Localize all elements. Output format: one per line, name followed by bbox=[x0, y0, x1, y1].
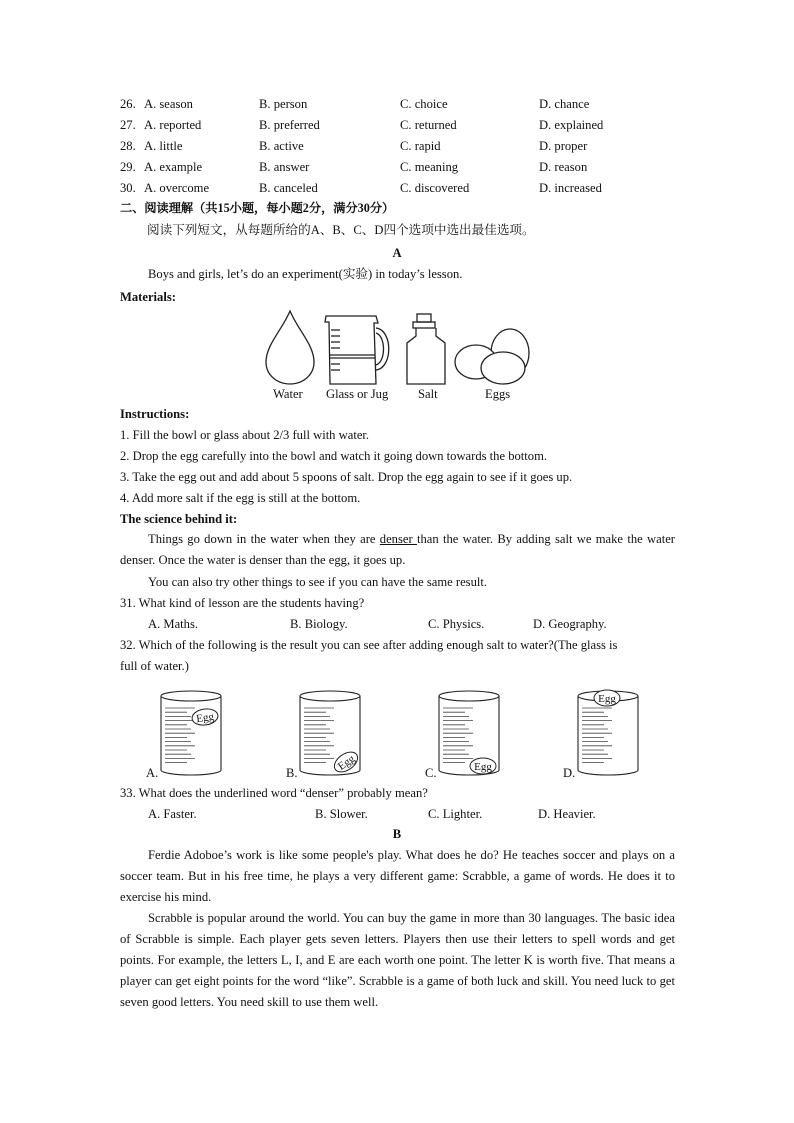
glass-base bbox=[300, 770, 360, 775]
passage-b-p1-text: Ferdie Adoboe’s work is like some people's play. What does he do? He teaches soccer and plays on a soccer team. But in his free time, he plays a very different game: Scrabble, a game of words. He does it to exercise his mind. bbox=[120, 848, 675, 904]
question-number: 30. bbox=[120, 181, 136, 195]
instruction-step: 3. Take the egg out and add about 5 spoons of salt. Drop the egg again to see if it goes up. bbox=[120, 470, 573, 484]
glass-rim bbox=[161, 691, 221, 701]
option-a: A. little bbox=[144, 139, 183, 153]
option-d: D. explained bbox=[539, 118, 604, 132]
q31-option-d: D. Geography. bbox=[533, 617, 607, 631]
glass-base bbox=[578, 770, 638, 775]
instruction-step: 4. Add more salt if the egg is still at the bottom. bbox=[120, 491, 361, 505]
egg-label: Egg bbox=[335, 752, 358, 773]
option-d: D. chance bbox=[539, 97, 590, 111]
passage-b-paragraph-1 bbox=[120, 845, 675, 908]
instructions-label: Instructions: bbox=[120, 407, 190, 421]
option-b: B. preferred bbox=[259, 118, 320, 132]
passage-a-letter: A bbox=[392, 246, 402, 260]
q31-option-c: C. Physics. bbox=[428, 617, 485, 631]
instruction-step: 2. Drop the egg carefully into the bowl and watch it going down towards the bottom. bbox=[120, 449, 548, 463]
glass-rim bbox=[300, 691, 360, 701]
option-c: C. discovered bbox=[400, 181, 470, 195]
science-text-before: Things go down in the water when they are bbox=[148, 532, 380, 546]
egg bbox=[191, 707, 219, 726]
question-number: 26. bbox=[120, 97, 136, 111]
option-a: A. example bbox=[144, 160, 203, 174]
q33-option-d: D. Heavier. bbox=[538, 807, 596, 821]
glass-option bbox=[300, 691, 361, 776]
material-caption: Salt bbox=[418, 387, 438, 401]
option-d: D. proper bbox=[539, 139, 588, 153]
egg-label: Egg bbox=[195, 710, 215, 726]
glass-option bbox=[578, 690, 638, 775]
q31-option-b: B. Biology. bbox=[290, 617, 348, 631]
q33-option-c: C. Lighter. bbox=[428, 807, 483, 821]
question-33-stem: 33. What does the underlined word “denser” probably mean? bbox=[120, 786, 428, 800]
egg bbox=[594, 690, 620, 706]
question-number: 28. bbox=[120, 139, 136, 153]
option-b: B. active bbox=[259, 139, 304, 153]
option-b: B. canceled bbox=[259, 181, 318, 195]
instruction-step: 1. Fill the bowl or glass about 2/3 full with water. bbox=[120, 428, 370, 442]
glass-option bbox=[439, 691, 499, 775]
materials-label: Materials: bbox=[120, 290, 176, 304]
glass-option bbox=[161, 691, 221, 775]
q33-option-b: B. Slower. bbox=[315, 807, 368, 821]
option-a: A. reported bbox=[144, 118, 202, 132]
science-paragraph-2: You can also try other things to see if you can have the same result. bbox=[148, 575, 488, 589]
option-a: A. season bbox=[144, 97, 193, 111]
option-c: C. choice bbox=[400, 97, 448, 111]
option-d: D. reason bbox=[539, 160, 588, 174]
science-text-after: than the water. By adding salt we make the water denser. Once the water is denser than the egg, it goes up. bbox=[120, 532, 675, 567]
egg bbox=[470, 758, 496, 774]
q32-label-b: B. bbox=[286, 766, 298, 780]
question-number: 29. bbox=[120, 160, 136, 174]
egg-label: Egg bbox=[474, 761, 492, 773]
glass-rim bbox=[439, 691, 499, 701]
material-caption: Glass or Jug bbox=[326, 387, 389, 401]
question-number: 27. bbox=[120, 118, 136, 132]
glass-base bbox=[161, 770, 221, 775]
underlined-word-denser: denser bbox=[379, 532, 417, 546]
option-d: D. increased bbox=[539, 181, 602, 195]
science-label: The science behind it: bbox=[120, 512, 238, 526]
option-a: A. overcome bbox=[144, 181, 210, 195]
question-31-stem: 31. What kind of lesson are the students having? bbox=[120, 596, 365, 610]
q31-option-a: A. Maths. bbox=[148, 617, 199, 631]
q32-label-c: C. bbox=[425, 766, 437, 780]
passage-b-p2-text: Scrabble is popular around the world. You can buy the game in more than 30 languages. The basic idea of Scrabble is simple. Each player gets seven letters. Players then use their letters to spell words and get points. For example, the letters L, I, and E are each worth one point. The letter K is worth five. That means a player can get eight points for the word “like”. Scrabble is a game of both luck and skill. You need luck to get seven good letters. You need skill to use them well. bbox=[120, 911, 675, 1009]
question-32-stem-cont: full of water.) bbox=[120, 659, 189, 673]
passage-a-intro: Boys and girls, let’s do an experiment(实验) in today’s lesson. bbox=[148, 267, 463, 281]
q32-label-a: A. bbox=[146, 766, 159, 780]
passage-b-letter: B bbox=[392, 827, 402, 841]
option-b: B. person bbox=[259, 97, 308, 111]
material-caption: Eggs bbox=[485, 387, 511, 401]
section-heading: 二、阅读理解（共15小题，每小题2分，满分30分） bbox=[120, 201, 395, 215]
option-c: C. returned bbox=[400, 118, 457, 132]
passage-b-paragraph-2 bbox=[120, 908, 675, 1013]
q32-label-d: D. bbox=[563, 766, 576, 780]
egg-label: Egg bbox=[598, 693, 616, 705]
section-instruction: 阅读下列短文，从每题所给的A、B、C、D四个选项中选出最佳选项。 bbox=[147, 223, 535, 237]
material-caption: Water bbox=[273, 387, 303, 401]
question-32-stem: 32. Which of the following is the result you can see after adding enough salt to water?(The glass is bbox=[120, 638, 618, 652]
q33-option-a: A. Faster. bbox=[148, 807, 197, 821]
option-c: C. meaning bbox=[400, 160, 459, 174]
option-b: B. answer bbox=[259, 160, 310, 174]
option-c: C. rapid bbox=[400, 139, 441, 153]
